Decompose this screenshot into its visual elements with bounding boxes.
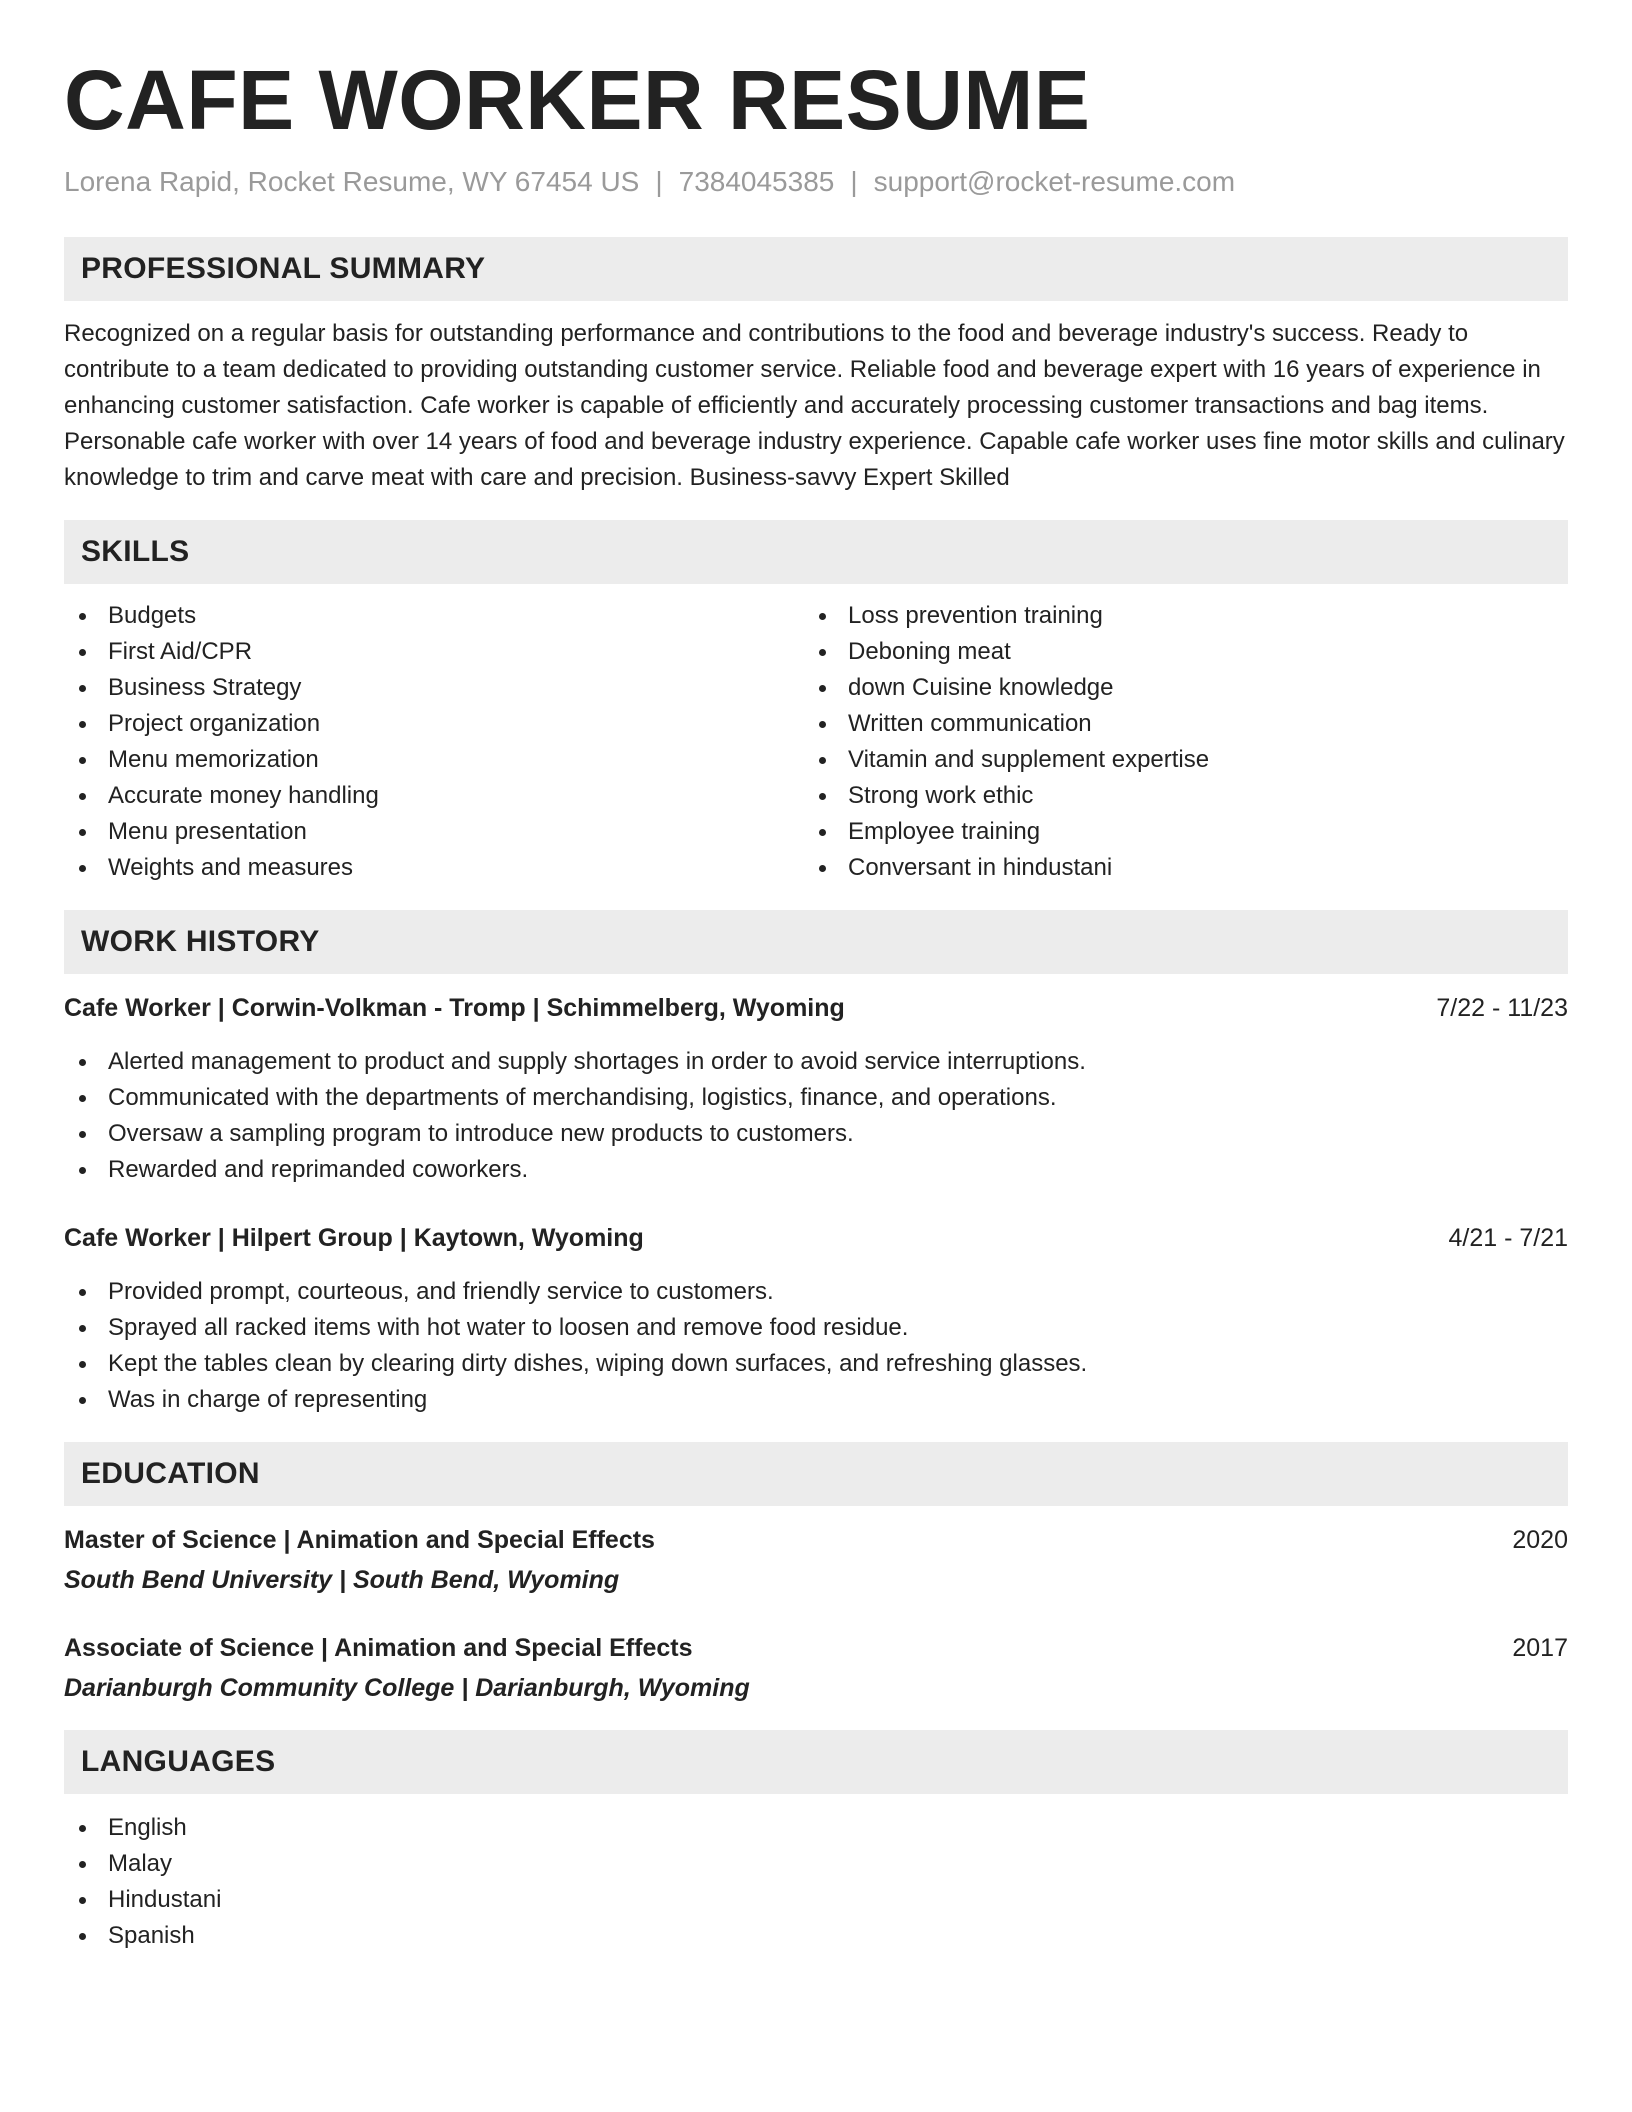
skill-item: Accurate money handling xyxy=(64,778,804,814)
skill-item: Conversant in hindustani xyxy=(804,850,1544,886)
job-entry xyxy=(64,990,1568,1188)
language-item: Malay xyxy=(64,1846,1568,1882)
job-duty: Alerted management to product and supply shortages in order to avoid service interruptions. xyxy=(64,1044,1568,1080)
skill-item: Business Strategy xyxy=(64,670,804,706)
education-degree: Master of Science | Animation and Special Effects xyxy=(64,1526,655,1554)
job-title: Cafe Worker | Hilpert Group | Kaytown, Wyoming xyxy=(64,1224,644,1252)
contact-separator: | xyxy=(655,166,663,197)
language-item: Hindustani xyxy=(64,1882,1568,1918)
skill-item: Menu presentation xyxy=(64,814,804,850)
skills-heading: SKILLS xyxy=(64,520,1568,584)
work-history-heading: WORK HISTORY xyxy=(64,910,1568,974)
skill-item: Menu memorization xyxy=(64,742,804,778)
contact-email: support@rocket-resume.com xyxy=(873,166,1236,197)
skills-column-right xyxy=(804,598,1544,886)
summary-heading: PROFESSIONAL SUMMARY xyxy=(64,237,1568,301)
skill-item: Budgets xyxy=(64,598,804,634)
contact-line xyxy=(64,164,1568,200)
education-entry xyxy=(64,1630,1568,1706)
languages-list xyxy=(64,1810,1568,1954)
languages-heading: LANGUAGES xyxy=(64,1730,1568,1794)
job-header xyxy=(64,990,1568,1026)
language-item: Spanish xyxy=(64,1918,1568,1954)
job-duties xyxy=(64,1044,1568,1188)
skill-item: Deboning meat xyxy=(804,634,1544,670)
contact-address: Lorena Rapid, Rocket Resume, WY 67454 US xyxy=(64,166,640,197)
education-year: 2020 xyxy=(1512,1526,1568,1554)
skill-item: Loss prevention training xyxy=(804,598,1544,634)
education-school: South Bend University | South Bend, Wyoming xyxy=(64,1566,620,1594)
skill-item: Project organization xyxy=(64,706,804,742)
education-degree: Associate of Science | Animation and Special Effects xyxy=(64,1634,693,1662)
job-duty: Was in charge of representing xyxy=(64,1382,1568,1418)
job-duty: Kept the tables clean by clearing dirty dishes, wiping down surfaces, and refreshing glasses. xyxy=(64,1346,1568,1382)
contact-separator: | xyxy=(850,166,858,197)
language-item: English xyxy=(64,1810,1568,1846)
skills-column-left xyxy=(64,598,804,886)
contact-phone: 7384045385 xyxy=(678,166,835,197)
job-duty: Rewarded and reprimanded coworkers. xyxy=(64,1152,1568,1188)
resume-title: CAFE WORKER RESUME xyxy=(64,53,1091,147)
job-title: Cafe Worker | Corwin-Volkman - Tromp | Schimmelberg, Wyoming xyxy=(64,994,845,1022)
skill-item: First Aid/CPR xyxy=(64,634,804,670)
skill-item: Employee training xyxy=(804,814,1544,850)
education-header xyxy=(64,1522,1568,1558)
skill-item: Strong work ethic xyxy=(804,778,1544,814)
job-duty: Oversaw a sampling program to introduce new products to customers. xyxy=(64,1116,1568,1152)
job-duties xyxy=(64,1274,1568,1418)
job-dates: 4/21 - 7/21 xyxy=(1448,1224,1568,1252)
education-school: Darianburgh Community College | Darianburgh, Wyoming xyxy=(64,1674,750,1702)
skill-item: Vitamin and supplement expertise xyxy=(804,742,1544,778)
job-header xyxy=(64,1220,1568,1256)
education-heading: EDUCATION xyxy=(64,1442,1568,1506)
job-duty: Provided prompt, courteous, and friendly service to customers. xyxy=(64,1274,1568,1310)
skill-item: down Cuisine knowledge xyxy=(804,670,1544,706)
summary-text: Recognized on a regular basis for outstanding performance and contributions to the food and beverage industry's success. Ready to contribute to a team dedicated to providing outstanding customer service. Reliable food and beverage expert with 16 years of experience in enhancing customer satisfaction. Cafe worker is capable of efficiently and accurately processing customer transactions and bag items. Personable cafe worker with over 14 years of food and beverage industry experience. Capable cafe worker uses fine motor skills and culinary knowledge to trim and carve meat with care and precision. Business-savvy Expert Skilled xyxy=(64,320,1565,491)
education-entry xyxy=(64,1522,1568,1598)
skill-item: Weights and measures xyxy=(64,850,804,886)
skills-list xyxy=(64,598,1568,886)
education-year: 2017 xyxy=(1512,1634,1568,1662)
job-duty: Sprayed all racked items with hot water to loosen and remove food residue. xyxy=(64,1310,1568,1346)
job-entry xyxy=(64,1220,1568,1418)
job-dates: 7/22 - 11/23 xyxy=(1436,994,1568,1022)
education-header xyxy=(64,1630,1568,1666)
skill-item: Written communication xyxy=(804,706,1544,742)
job-duty: Communicated with the departments of merchandising, logistics, finance, and operations. xyxy=(64,1080,1568,1116)
